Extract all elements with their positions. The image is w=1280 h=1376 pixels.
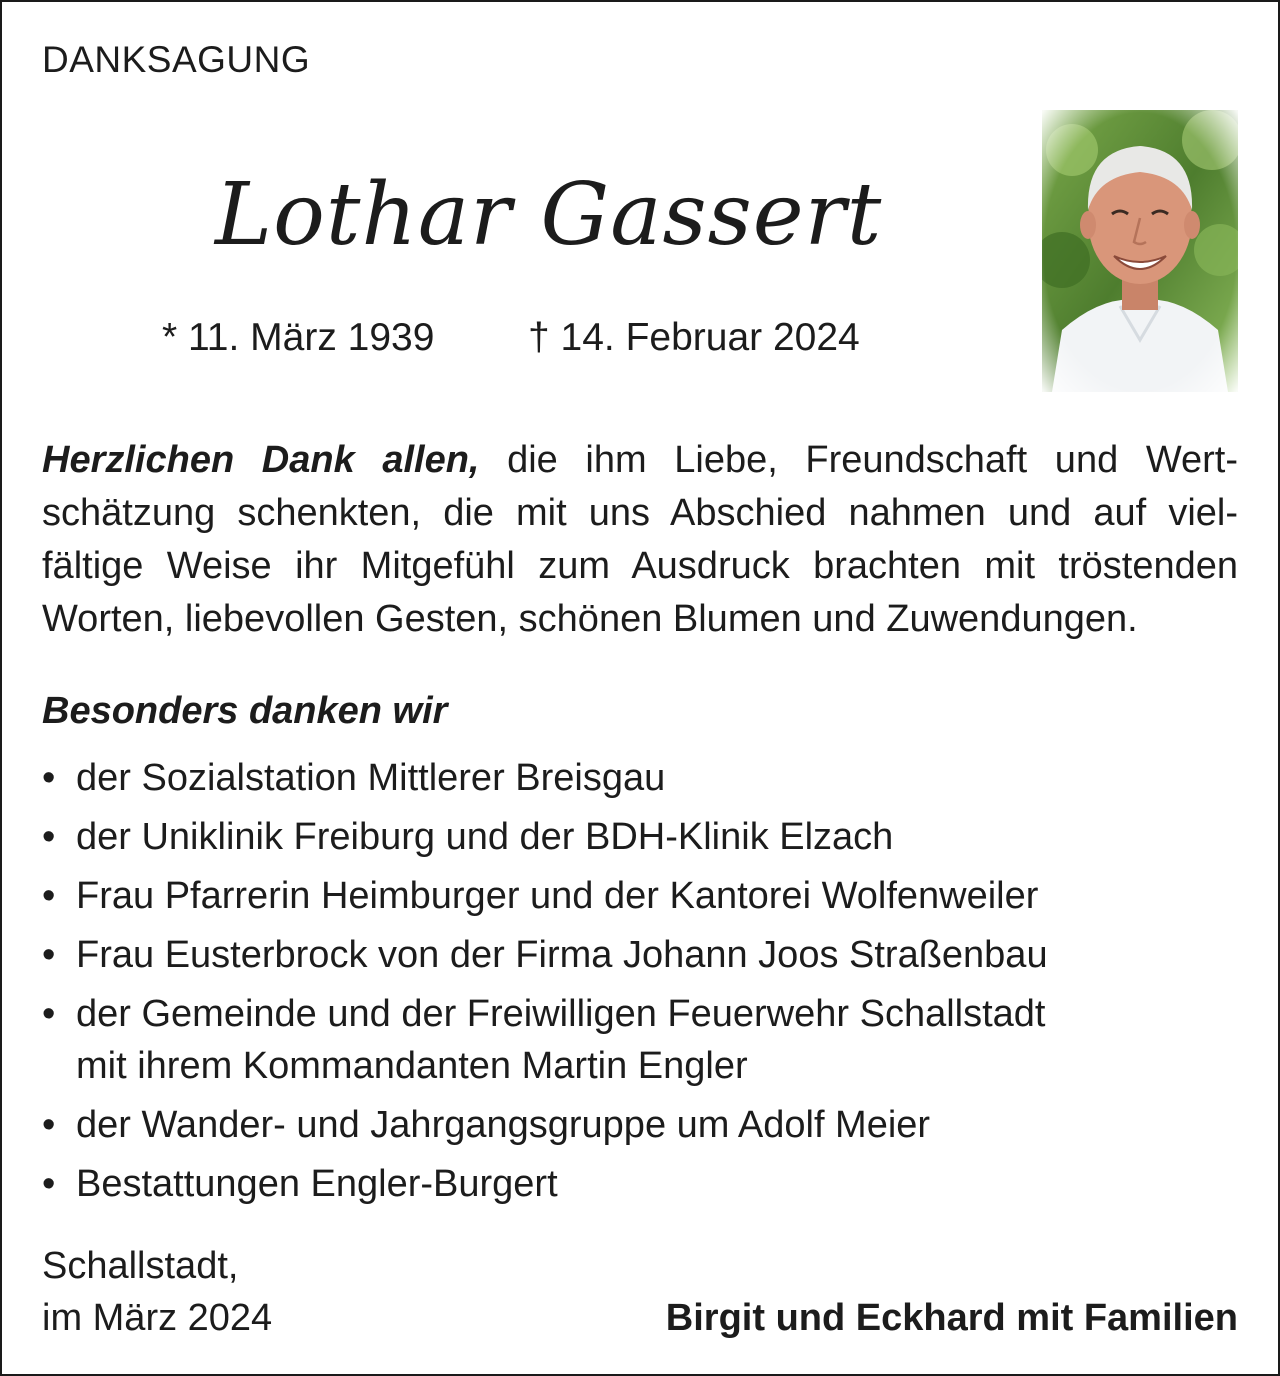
bullet-icon: • [42, 875, 56, 917]
signature: Birgit und Eckhard mit Familien [665, 1297, 1238, 1339]
list-item-continuation: mit ihrem Kommandanten Martin Engler [76, 1045, 748, 1087]
death-date: † 14. Februar 2024 [528, 316, 860, 359]
thanks-paragraph [42, 434, 1238, 646]
portrait-photo [1042, 110, 1238, 392]
bullet-icon: • [42, 757, 56, 799]
special-thanks-list [42, 752, 1048, 1217]
paragraph-line-4: Worten, liebevollen Gesten, schönen Blumen und Zuwendungen. [42, 598, 1138, 640]
list-item [42, 870, 1048, 922]
list-item [42, 1099, 1048, 1151]
paragraph-line-1 [42, 434, 1238, 487]
notice-header: DANKSAGUNG [42, 39, 311, 80]
deceased-name: Lothar Gassert [215, 165, 883, 265]
list-item [42, 752, 1048, 804]
list-item-text: Bestattungen Engler-Burgert [76, 1163, 558, 1205]
list-item [42, 988, 1048, 1092]
list-item-text: Frau Pfarrerin Heimburger und der Kantorei Wolfenweiler [76, 875, 1039, 917]
list-item-text: der Gemeinde und der Freiwilligen Feuerwehr Schallstadt [76, 993, 1046, 1035]
list-item-text: der Sozialstation Mittlerer Breisgau [76, 757, 666, 799]
list-item-text: der Uniklinik Freiburg und der BDH-Klinik Elzach [76, 816, 894, 858]
bullet-icon: • [42, 993, 56, 1035]
list-item-text: der Wander- und Jahrgangsgruppe um Adolf Meier [76, 1104, 931, 1146]
portrait-illustration [1042, 110, 1238, 392]
place: Schallstadt, [42, 1245, 239, 1287]
paragraph-line-2: schätzung schenkten, die mit uns Abschied nahmen und auf viel- [42, 492, 1238, 534]
birth-date: * 11. März 1939 [162, 316, 435, 359]
paragraph-lead: Herzlichen Dank allen, [42, 439, 480, 481]
special-thanks-heading: Besonders danken wir [42, 690, 448, 732]
bullet-icon: • [42, 934, 56, 976]
paragraph-line-3: fältige Weise ihr Mitgefühl zum Ausdruck brachten mit tröstenden [42, 545, 1238, 587]
closing-date: im März 2024 [42, 1297, 273, 1339]
place-and-date [42, 1240, 272, 1344]
paragraph-line-1-rest: die ihm Liebe, Freundschaft und Wert- [479, 439, 1238, 481]
list-item [42, 811, 1048, 863]
bullet-icon: • [42, 1104, 56, 1146]
list-item [42, 1158, 1048, 1210]
list-item-text: Frau Eusterbrock von der Firma Johann Joos Straßenbau [76, 934, 1048, 976]
bullet-icon: • [42, 816, 56, 858]
bullet-icon: • [42, 1163, 56, 1205]
list-item [42, 929, 1048, 981]
